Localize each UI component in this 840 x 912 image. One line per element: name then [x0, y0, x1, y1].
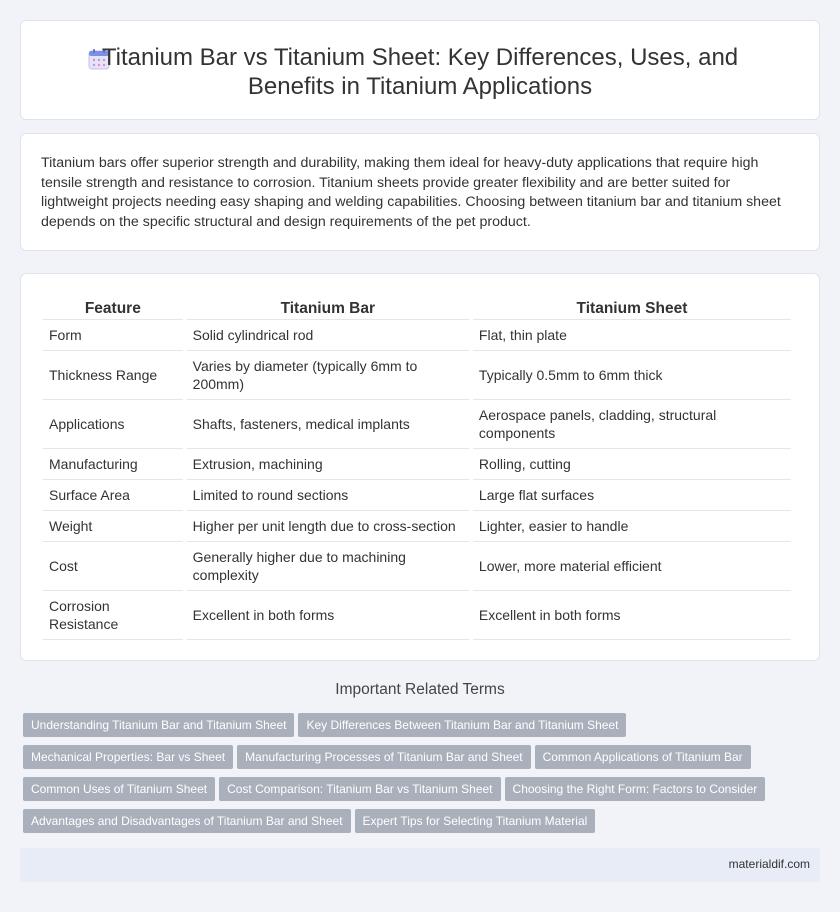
footer: [20, 848, 820, 882]
table-row: [43, 511, 791, 542]
related-terms-list: [23, 713, 813, 841]
related-term-tag[interactable]: Common Uses of Titanium Sheet: [23, 777, 215, 801]
cell-sheet: Typically 0.5mm to 6mm thick: [473, 351, 791, 400]
related-term-tag[interactable]: Understanding Titanium Bar and Titanium Sheet: [23, 713, 294, 737]
related-term-tag[interactable]: Cost Comparison: Titanium Bar vs Titanium Sheet: [219, 777, 500, 801]
cell-sheet: Lighter, easier to handle: [473, 511, 791, 542]
related-term-tag[interactable]: Key Differences Between Titanium Bar and Titanium Sheet: [298, 713, 626, 737]
related-terms-title: Important Related Terms: [335, 681, 505, 698]
cell-bar: Solid cylindrical rod: [187, 320, 469, 351]
cell-sheet: Rolling, cutting: [473, 449, 791, 480]
header-titanium-sheet: Titanium Sheet: [473, 294, 791, 320]
cell-feature: Cost: [43, 542, 183, 591]
title-card: [20, 20, 820, 120]
header-feature: Feature: [43, 294, 183, 320]
intro-paragraph: Titanium bars offer superior strength and durability, making them ideal for heavy-duty applications that require high tensile strength and resistance to corrosion. Titanium sheets provide greater flexibility and are better suited for lightweight projects needing easy shaping and welding capabilities. Choosing between titanium bar and titanium sheet depends on the specific structural and design requirements of the pet product.: [41, 155, 781, 230]
cell-feature: Applications: [43, 400, 183, 449]
cell-bar: Higher per unit length due to cross-section: [187, 511, 469, 542]
cell-feature: Thickness Range: [43, 351, 183, 400]
table-row: [43, 591, 791, 640]
related-term-tag[interactable]: Mechanical Properties: Bar vs Sheet: [23, 745, 233, 769]
cell-feature: Weight: [43, 511, 183, 542]
table-header-row: [43, 294, 791, 320]
table-row: [43, 480, 791, 511]
table-row: [43, 400, 791, 449]
cell-sheet: Flat, thin plate: [473, 320, 791, 351]
cell-sheet: Aerospace panels, cladding, structural components: [473, 400, 791, 449]
cell-bar: Extrusion, machining: [187, 449, 469, 480]
comparison-card: [20, 273, 820, 661]
related-term-tag[interactable]: Advantages and Disadvantages of Titanium Bar and Sheet: [23, 809, 351, 833]
table-row: [43, 320, 791, 351]
intro-card: [20, 133, 820, 251]
related-term-tag[interactable]: Common Applications of Titanium Bar: [535, 745, 751, 769]
cell-bar: Generally higher due to machining complexity: [187, 542, 469, 591]
cell-sheet: Excellent in both forms: [473, 591, 791, 640]
cell-sheet: Lower, more material efficient: [473, 542, 791, 591]
related-term-tag[interactable]: Expert Tips for Selecting Titanium Material: [355, 809, 596, 833]
cell-feature: Corrosion Resistance: [43, 591, 183, 640]
table-row: [43, 449, 791, 480]
cell-bar: Shafts, fasteners, medical implants: [187, 400, 469, 449]
cell-feature: Form: [43, 320, 183, 351]
page-title: Titanium Bar vs Titanium Sheet: Key Differences, Uses, and Benefits in Titanium Applications: [101, 44, 739, 100]
cell-bar: Varies by diameter (typically 6mm to 200mm): [187, 351, 469, 400]
cell-bar: Limited to round sections: [187, 480, 469, 511]
cell-feature: Surface Area: [43, 480, 183, 511]
header-titanium-bar: Titanium Bar: [187, 294, 469, 320]
cell-sheet: Large flat surfaces: [473, 480, 791, 511]
related-term-tag[interactable]: Choosing the Right Form: Factors to Consider: [505, 777, 766, 801]
comparison-table: [39, 294, 795, 640]
table-row: [43, 542, 791, 591]
related-term-tag[interactable]: Manufacturing Processes of Titanium Bar and Sheet: [237, 745, 530, 769]
footer-site-link[interactable]: materialdif.com: [728, 857, 810, 871]
table-row: [43, 351, 791, 400]
cell-feature: Manufacturing: [43, 449, 183, 480]
cell-bar: Excellent in both forms: [187, 591, 469, 640]
